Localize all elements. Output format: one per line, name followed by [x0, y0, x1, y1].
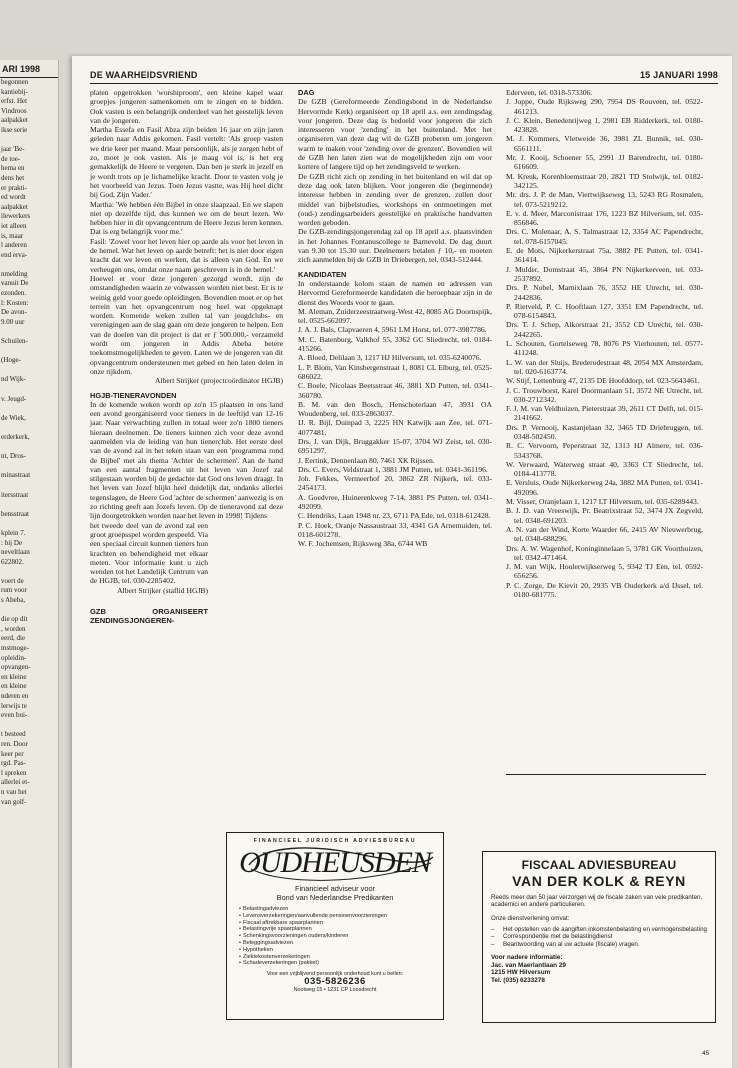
service-list — [239, 906, 443, 967]
previous-page-line — [0, 481, 58, 491]
previous-page-line — [0, 385, 58, 395]
ad-intro: Reeds meer dan 50 jaar verzorgen wij de fiscale zaken van vele predikanten, academici en andere particulieren. — [491, 894, 703, 909]
ad-company-name: VAN DER KOLK & REYN — [512, 873, 686, 889]
previous-page-line: er prakti- — [1, 183, 27, 192]
previous-page-line: erderkerk, — [1, 432, 30, 441]
previous-page-line: kantiebij- — [1, 87, 28, 96]
candidate-entry: M. Aleman, Zuiderzeestraatweg-West 42, 8085 AG Doornspijk, tel. 0525-662097. — [298, 306, 492, 326]
candidate-entry: Joh. Fekkes, Vermeerhof 20, 3862 ZR Nijkerk, tel. 033-2454173. — [298, 474, 492, 493]
candidate-entry: Drs. T. J. Schep, Alkorstraat 21, 3552 CD Utrecht, tel. 030-2442265. — [506, 320, 703, 339]
previous-page-line — [0, 443, 58, 453]
paragraph: Hoewel er voor deze jongeren gezorgd wordt, zijn de omstandigheden waarin ze volwassen worden niet best. Er is te weinig geld voor goede opleidingen. Bovendien moet er op het terrein van het opvangcentrum nog heel wat opgeknapt worden. Komende weken zullen tal van jeugdclubs- en verenigingen aan de slag gaan om deze jongeren te helpen. Een van de doelen van dit project is dat er ƒ 500.000,- verzameld wordt om jongeren in Addis Abeba betere toekomstmogelijkheden te geven. Laten we de jongeren van dit opvangcentrum ondersteunen met gebed en hen laten delen in onze rijkdom. — [90, 273, 283, 376]
issue-date: 15 JANUARI 1998 — [639, 70, 718, 80]
previous-page-line: , worden — [1, 624, 26, 633]
contact-city: 1215 HW Hilversum — [491, 969, 551, 977]
previous-page-line: van golf- — [1, 797, 27, 806]
previous-page-line: even bui- — [1, 711, 28, 720]
column-1 — [90, 88, 283, 626]
candidate-entry: Mr. drs. J. P. de Man, Viertwijkseweg 13, 5243 RG Rosmalen, tel. 073-5219212. — [506, 190, 703, 209]
previous-page-line: nderen en — [1, 692, 29, 700]
candidate-entry: IJ. R. Bijl, Duinpad 3, 2225 HN Katwijk aan Zee, tel. 071-4077481. — [298, 418, 492, 437]
paragraph: Martha Essefa en Fasil Abza zijn beiden 16 jaar en zijn jaren geleden naar Addis gekomen. Fasil vertelt: 'Als groep vasten we drie keer per maand. Maar persoonlijk, als je zorgen hebt of zo, moet je ook vasten. Als je maag vol is, is het erg gemakkelijk de Heere te vergeten. Dan ben je sterk in jezelf en je wordt trots op je lichamelijke kracht. Door te vasten volg je het voorbeeld van Jezus. Toen Jezus vastte, was Hij heel dicht bij God, Zijn Vader.' — [90, 125, 283, 200]
previous-page-line: (Hoge- — [1, 356, 21, 365]
previous-page-line: nd Wijk- — [1, 375, 26, 384]
previous-page-line: iet alleen — [1, 221, 27, 230]
candidate-entry: Drs. P. Nobel, Marnixlaan 76, 3552 HE Utrecht, tel. 030-2442836. — [506, 283, 703, 302]
page-header — [90, 70, 718, 84]
candidate-entry: Drs. C. Evers, Veldstraat 1, 3881 JM Putten, tel. 0341-361196. — [298, 464, 488, 474]
candidate-list — [506, 88, 703, 599]
candidate-entry: J. Joppe, Oude Rijksweg 290, 7954 DS Rouveen, tel. 0522-461213. — [506, 97, 703, 116]
previous-page-line: l spreken — [1, 768, 27, 777]
previous-page-line — [0, 606, 58, 616]
previous-page-line: aalpakket — [1, 116, 28, 125]
previous-page-line — [0, 347, 58, 357]
section-heading: KANDIDATEN — [298, 269, 347, 279]
previous-page-line: begonnen — [1, 78, 29, 86]
candidate-entry: Mr. J. Kooij, Schoener 55, 2991 JJ Barendrecht, tel. 0180-616609. — [506, 153, 703, 172]
ad-address: Nootweg 15 • 1231 CP Loosdrecht — [293, 987, 377, 994]
candidate-entry: M. C. Batenburg, Valkhof 55, 3362 GC Sliedrecht, tel. 0184-415266. — [298, 334, 492, 354]
contact-phone: Tel. (035) 6233278 — [491, 976, 545, 984]
previous-page-line: hema en — [1, 164, 25, 173]
previous-page-line — [0, 404, 58, 414]
candidate-entry: Drs. C. Molenaar, A. S. Talmastraat 12, 3354 AC Papendrecht, tel. 078-6157045. — [506, 227, 703, 246]
previous-page-line: v. Jeugd- — [1, 394, 27, 403]
previous-page-line: opvangen- — [1, 663, 31, 672]
previous-page-line — [0, 462, 58, 472]
paragraph: In de komende weken wordt op zo'n 15 plaatsen in ons land een avond georganiseerd voor tieners in de leeftijd van 12-16 jaar. Naar verwachting zullen in totaal weer zo'n 1800 tieners hieraan deelnemen. De tieners kunnen zich voor deze avond aanmelden via de leiding van hun tienerclub. Het eerste deel van de avond zal in het teken staan van een 'programma rond de Bijbel' met als thema 'Achter de schermen'. Aan de hand van een aantal fragmenten uit het leven van Jozef zal stilgestaan worden bij de gedachte dat God ons leven draagt. In het leven van Jozef blijkt heel duidelijk dat, ondanks allerlei tegenslagen, de Heere God 'achter de schermen' aanwezig is en zo richting geeft aan Jozefs leven. Op de tieneravond zal deze lijn doorgetrokken worden naar het leven in 1998! Tijdens — [90, 399, 283, 521]
signature: Albert Strijker (staflid HGJB) — [117, 585, 208, 595]
service-item: • Belastingvrije spaarplannen — [239, 926, 443, 933]
previous-page-line: l: Kosten: — [1, 298, 29, 307]
candidate-entry: J. A. J. Bals, Clapvaeren 4, 5961 LM Horst, tel. 077-3987786. — [298, 325, 487, 335]
previous-page-line — [0, 423, 58, 433]
previous-page-line: n van het — [1, 787, 27, 796]
previous-page-line: keer per — [1, 749, 24, 758]
candidate-entry: E. de Mots, Nijkerkerstraat 75a, 3882 PE Putten, tel. 0341-361414. — [506, 246, 703, 265]
candidate-entry: F. J. M. van Veldhuizen, Pieterstraat 39, 2611 CT Delft, tel. 015-2141662. — [506, 404, 703, 423]
previous-page-line: en kleine — [1, 682, 27, 691]
candidate-entry: J. M. van Wijk, Houlerwijkserweg 5, 9342 TJ Een, tel. 0592-656256. — [506, 562, 703, 581]
candidate-entry: Drs. A. W. Wagenhof, Koninginnelaan 5, 3781 GK Voorthuizen, tel. 0342-471464. — [506, 543, 703, 562]
candidate-entry: L. Schouten, Gortelseweg 78, 8076 PS Vierhouten, tel. 0577-411248. — [506, 339, 703, 358]
section-heading: HGJB-TIENERAVONDEN — [90, 390, 177, 400]
candidate-entry: W. Verwaard, Waterweg straat 40, 3363 CT Sliedrecht, tel. 0184-413778. — [506, 459, 703, 479]
candidate-entry: Ederveen, tel. 0318-573306. — [506, 88, 593, 97]
previous-page-line: ed wordt — [1, 193, 26, 202]
previous-page-line: is, maar — [1, 231, 24, 240]
candidate-entry: P. C. Zorge, De Kievit 20, 2935 VB Ouderkerk a/d IJssel, tel. 0180-681775. — [506, 580, 703, 600]
candidate-entry: J. Mulder, Domstraat 45, 3864 PN Nijkerkerveen, tel. 033-2537892. — [506, 264, 703, 283]
publication-title: DE WAARHEIDSVRIEND — [90, 70, 198, 80]
candidate-entry: E. Versluis, Oude Nijkerkerweg 24a, 3882 MA Putten, tel. 0341-492096. — [506, 478, 703, 497]
candidate-entry: L. P. Blom, Van Kinsbergenstraat 1, 8081 CL Elburg, tel. 0525-686022. — [298, 362, 492, 381]
previous-page-line: ren. Door — [1, 739, 28, 748]
previous-page-line: t besteed — [1, 730, 26, 739]
previous-page-line — [0, 500, 58, 510]
paragraph: De GZB (Gereformeerde Zendingsbond in de Nederlandse Hervormde Kerk) organiseert op 18 april a.s. een zendingsdag voor jongeren. Deze dag is bedoeld voor jongeren die zich interesseren voor 'zending' in het buitenland. Met het organiseren van deze dag wil de GZB proberen om jongeren warm te maken voor 'zending over de grenzen'. Bovendien wil de GZB hen laten zien wat de mogelijkheden zijn om voor kortere of langere tijd op het zendingsveld te werken. — [298, 97, 492, 172]
candidate-entry: L. W. van der Sluijs, Brederodestraat 48, 2054 MX Amsterdam, tel. 020-6163774. — [506, 357, 703, 376]
ad-services-heading: Onze dienstverlening omvat: — [491, 914, 570, 922]
ad-contact — [491, 954, 707, 984]
previous-page-header: ARI 1998 — [0, 60, 58, 78]
previous-page-line: vanuit De — [1, 279, 29, 288]
candidate-entry: J. Eertink, Dennenlaan 80, 7461 XK Rijssen. — [298, 455, 435, 465]
paragraph: platen opgetrokken 'worshiproom', een kleine kapel waar groepjes jongeren samenkomen om te zingen en te bidden. Ook vasten is een belangrijk onderdeel van het geestelijk leven van de jongeren. — [90, 88, 283, 125]
previous-page-line: voert de — [1, 576, 24, 585]
previous-page-line: opleidin- — [1, 653, 27, 662]
section-heading: GZB ORGANISEERT ZENDINGSJONGEREN- — [90, 607, 208, 626]
oudheusden-logo — [237, 845, 433, 881]
candidate-entry: A. Bloed, Delilaan 3, 1217 HJ Hilversum, tel. 035-6240076. — [298, 353, 482, 363]
candidate-entry: B. M. van den Bosch, Henschoterlaan 47, 3931 OA Woudenberg, tel. 033-2863037. — [298, 399, 492, 419]
candidate-entry: J. C. Klein, Benedenrijweg 1, 2981 EB Ridderkerk, tel. 0180-423828. — [506, 115, 703, 135]
company-name: OUDHEUSDEN — [239, 846, 431, 879]
previous-page-line: itersstraat — [1, 490, 29, 499]
ad-phone: 035-5826236 — [304, 976, 366, 988]
candidate-entry: W. Stijf, Lettenburg 47, 2135 DE Hoofddorp, tel. 023-5643461. — [506, 376, 700, 386]
previous-page-line: nt, Dros- — [1, 452, 26, 461]
previous-page-lines — [0, 78, 58, 807]
previous-page-line: de toe- — [1, 154, 21, 163]
ad-title: FISCAAL ADVIESBUREAU — [521, 858, 677, 872]
previous-page-edge — [0, 60, 59, 1068]
candidate-entry: B. J. D. van Vreeswijk, Pr. Beatrixstraat 52, 3474 JX Zegveld, tel. 0348-691203. — [506, 506, 703, 525]
previous-page-line — [0, 260, 58, 270]
service-item: • Levensverzekeringen/aanvullende pensioenvoorzieningen — [239, 913, 443, 920]
previous-page-line — [0, 136, 58, 146]
candidate-entry: W. F. Jochemsen, Rijksweg 38a, 6744 WB — [298, 539, 428, 549]
previous-page-line: eerd, die — [1, 634, 26, 643]
previous-page-line: dens het — [1, 173, 25, 182]
previous-page-line: l anderen — [1, 241, 27, 250]
previous-page-line — [0, 519, 58, 529]
previous-page-line: neveltlaan — [1, 548, 30, 557]
advertisement-oudheusden — [226, 832, 444, 1020]
previous-page-line — [0, 721, 58, 731]
service-item: • Beleggingsadviezen — [239, 940, 443, 947]
previous-page-line: bensstraat — [1, 509, 29, 518]
previous-page-line: allerlei et- — [1, 778, 30, 787]
page-number: 45 — [702, 1050, 710, 1057]
previous-page-line — [0, 567, 58, 577]
previous-page-line: aalpakket — [1, 202, 28, 211]
column-3 — [506, 88, 703, 599]
previous-page-line — [0, 327, 58, 337]
service-item: • Ziektekostenverzekeringen — [239, 954, 443, 961]
candidate-entry: M. J. Kommers, Vletweide 36, 3981 ZL Bunnik, tel. 030-6561111. — [506, 134, 703, 153]
ad-tagline: FINANCIEEL JURIDISCH ADVIESBUREAU — [253, 838, 417, 844]
candidate-entry: P. Rietveld, P. C. Hooftlaan 127, 3351 EM Papendrecht, tel. 078-6154843. — [506, 301, 703, 321]
previous-page-line: Vindroos — [1, 106, 27, 115]
service-item: – Correspondentie met de belastingdienst — [491, 933, 707, 940]
previous-page-line: minastraat — [1, 471, 31, 480]
previous-page-line: ezonden. — [1, 289, 27, 298]
candidate-entry: J. C. Trouwborst, Karel Doormanlaan 51, 3572 NE Utrecht, tel. 030-2712342. — [506, 385, 703, 404]
previous-page-line: : bij De — [1, 538, 22, 547]
service-item: – Beantwoording van al uw actuele (fiscale) vragen. — [491, 941, 707, 948]
previous-page-line: lerwijs te — [1, 701, 27, 710]
previous-page-line: die op dit — [1, 615, 28, 624]
previous-page-line: rgd. Pas- — [1, 759, 26, 768]
advertisement-van-der-kolk — [482, 851, 716, 1023]
section-heading: DAG — [298, 88, 315, 97]
candidate-entry: M. Visser, Oranjelaan 1, 1217 LT Hilversum, tel. 035-6289443. — [506, 497, 699, 507]
candidate-entry: Drs. J. van Dijk, Bruggakker 15-07, 3704 WJ Zeist, tel. 030-6951297. — [298, 436, 492, 456]
newspaper-page — [72, 56, 732, 1068]
ad-call-text: Voor een vrijblijvend persoonlijk onderhoud kunt u bellen: — [266, 971, 404, 978]
previous-page-line: jaar 'Be- — [1, 145, 25, 154]
previous-page-line: s Abeba, — [1, 596, 26, 605]
previous-page-line: de Wiek, — [1, 413, 26, 422]
service-item: – Het opstellen van de aangiften inkomstenbelasting en vermogensbelasting — [491, 926, 707, 933]
candidate-entry: P. C. Hoek, Oranje Nassaustraat 33, 4341 GA Arnemuiden, tel. 0118-601278. — [298, 520, 492, 539]
paragraph: De GZB richt zich op zending in het buitenland en wil dat op deze dag ook laten blijken. Voor jongeren die (beginnende) interesse hebben in zending over de grenzen, zullen door middel van bijbelstudies, workshops en ontmoetingen met (oud-) zendingsarbeiders geestelijke en praktische handvatten worden geboden. — [298, 171, 492, 228]
paragraph: In onderstaande kolom staan de namen en adressen van Hervormd Gereformeerde kandidaten die beroepbaar zijn in de dienst des Woords voor te gaan. — [298, 278, 492, 307]
paragraph: Fasil: 'Zowel voor het leven hier op aarde als voor het leven in de hemel. Wat het leven op aarde betreft: het is niet door eigen kracht dat we leven en werken, dat is alleen van God. En we verheugen ons, omdat onze naam geschreven is in de hemel.' — [90, 236, 283, 274]
previous-page-line: De avon- — [1, 308, 27, 317]
ad-subtitle-line: Financieel adviseur voor — [294, 884, 376, 893]
candidate-entry: E. v. d. Meer, Marconistraat 176, 1223 BZ Hilversum, tel. 035-856846. — [506, 208, 703, 228]
divider — [506, 774, 706, 775]
column-2 — [298, 88, 492, 549]
service-item: • Fiscaal aftrekbare spaarplannen — [239, 920, 443, 927]
ad-subtitle-line: Bond van Nederlandse Predikanten — [276, 892, 394, 902]
candidate-entry: R. C. Vervoorn, Peperstraat 32, 1313 HJ Almere, tel. 036-5343768. — [506, 441, 703, 460]
previous-page-line: nmelding — [1, 269, 28, 278]
previous-page-line — [0, 366, 58, 376]
contact-address: Jac. van Maerlantlaan 29 — [491, 961, 566, 969]
paragraph: De GZB-zendingsjongerendag zal op 18 april a.s. plaatsvinden in het Johannes Fontanuscollege te Barneveld. De dag duurt van 9.30 tot 15.30 uur. Deelnemers betalen ƒ 10,- en moeten zich aanmelden bij de GZB in Driebergen, tel. 0343-512444. — [298, 227, 492, 265]
service-item: • Belastingadviezen — [239, 906, 443, 913]
previous-page-line: rum voor — [1, 586, 27, 595]
candidate-entry: M. Kreuk, Korenbloemstraat 20, 2821 TD Stolwijk, tel. 0182-342125. — [506, 171, 703, 190]
service-item: • Schenkingsvoorzieningen ouders/kinderen — [239, 933, 443, 940]
candidate-entry: Drs. P. Vernooij, Kastanjelaan 32, 3465 TD Driebruggen, tel. 0348-502450. — [506, 422, 703, 441]
candidate-entry: C. Boele, Nicolaas Beetsstraat 46, 3881 XD Putten, tel. 0341-360780. — [298, 381, 492, 400]
previous-page-line: 9.00 uur — [1, 317, 25, 326]
previous-page-line: mstmoge- — [1, 644, 29, 653]
service-list — [491, 926, 707, 948]
candidate-entry: A. N. van der Wind, Korte Waarder 66, 2415 AV Nieuwerbrug, tel. 0348-688296. — [506, 524, 703, 544]
service-item: • Schadeverzekeringen (pakket) — [239, 960, 443, 967]
candidate-entry: C. Hendriks, Laan 1948 nr. 23, 6711 PA Ede, tel. 0318-612428. — [298, 511, 491, 521]
previous-page-line: Schuilen- — [1, 337, 28, 346]
previous-page-line: erfst. Het — [1, 97, 28, 106]
service-item: • Hypotheken — [239, 947, 443, 954]
paragraph: het tweede deel van de avond zal een groot groepsspel worden gespeeld. Via een speciaal circuit kunnen tieners hun krachten en behendigheid met elkaar meten. Voor informatie kunt u zich wenden tot het Landelijk Centrum van de HGJB, tel. 030-2285402. — [90, 520, 208, 586]
previous-page-line: 622802. — [1, 557, 24, 566]
candidate-entry: A. Goedvree, Huinerenkweg 7-14, 3881 PS Putten, tel. 0341-492099. — [298, 492, 492, 512]
previous-page-line: kplein 7. — [1, 528, 26, 537]
previous-page-line: end erva- — [1, 250, 28, 259]
previous-page-line: ilewerkers — [1, 212, 31, 221]
signature: Albert Strijker (projectcoördinator HGJB) — [154, 376, 283, 386]
contact-label: Voor nadere informatie: — [491, 954, 563, 962]
previous-page-line: en kleine — [1, 672, 27, 681]
candidate-list — [298, 307, 492, 549]
previous-page-line: ikse serie — [1, 125, 28, 134]
paragraph: Martha: 'We hebben één Bijbel in onze slaapzaal. En we slapen niet op dezelfde tijd, dus kunnen we om de beurt lezen. We hebben hier in dit opvangcentrum de Heere Jezus leren kennen. Dat is erg belangrijk voor me.' — [90, 199, 283, 237]
ad-subtitle — [227, 885, 443, 902]
